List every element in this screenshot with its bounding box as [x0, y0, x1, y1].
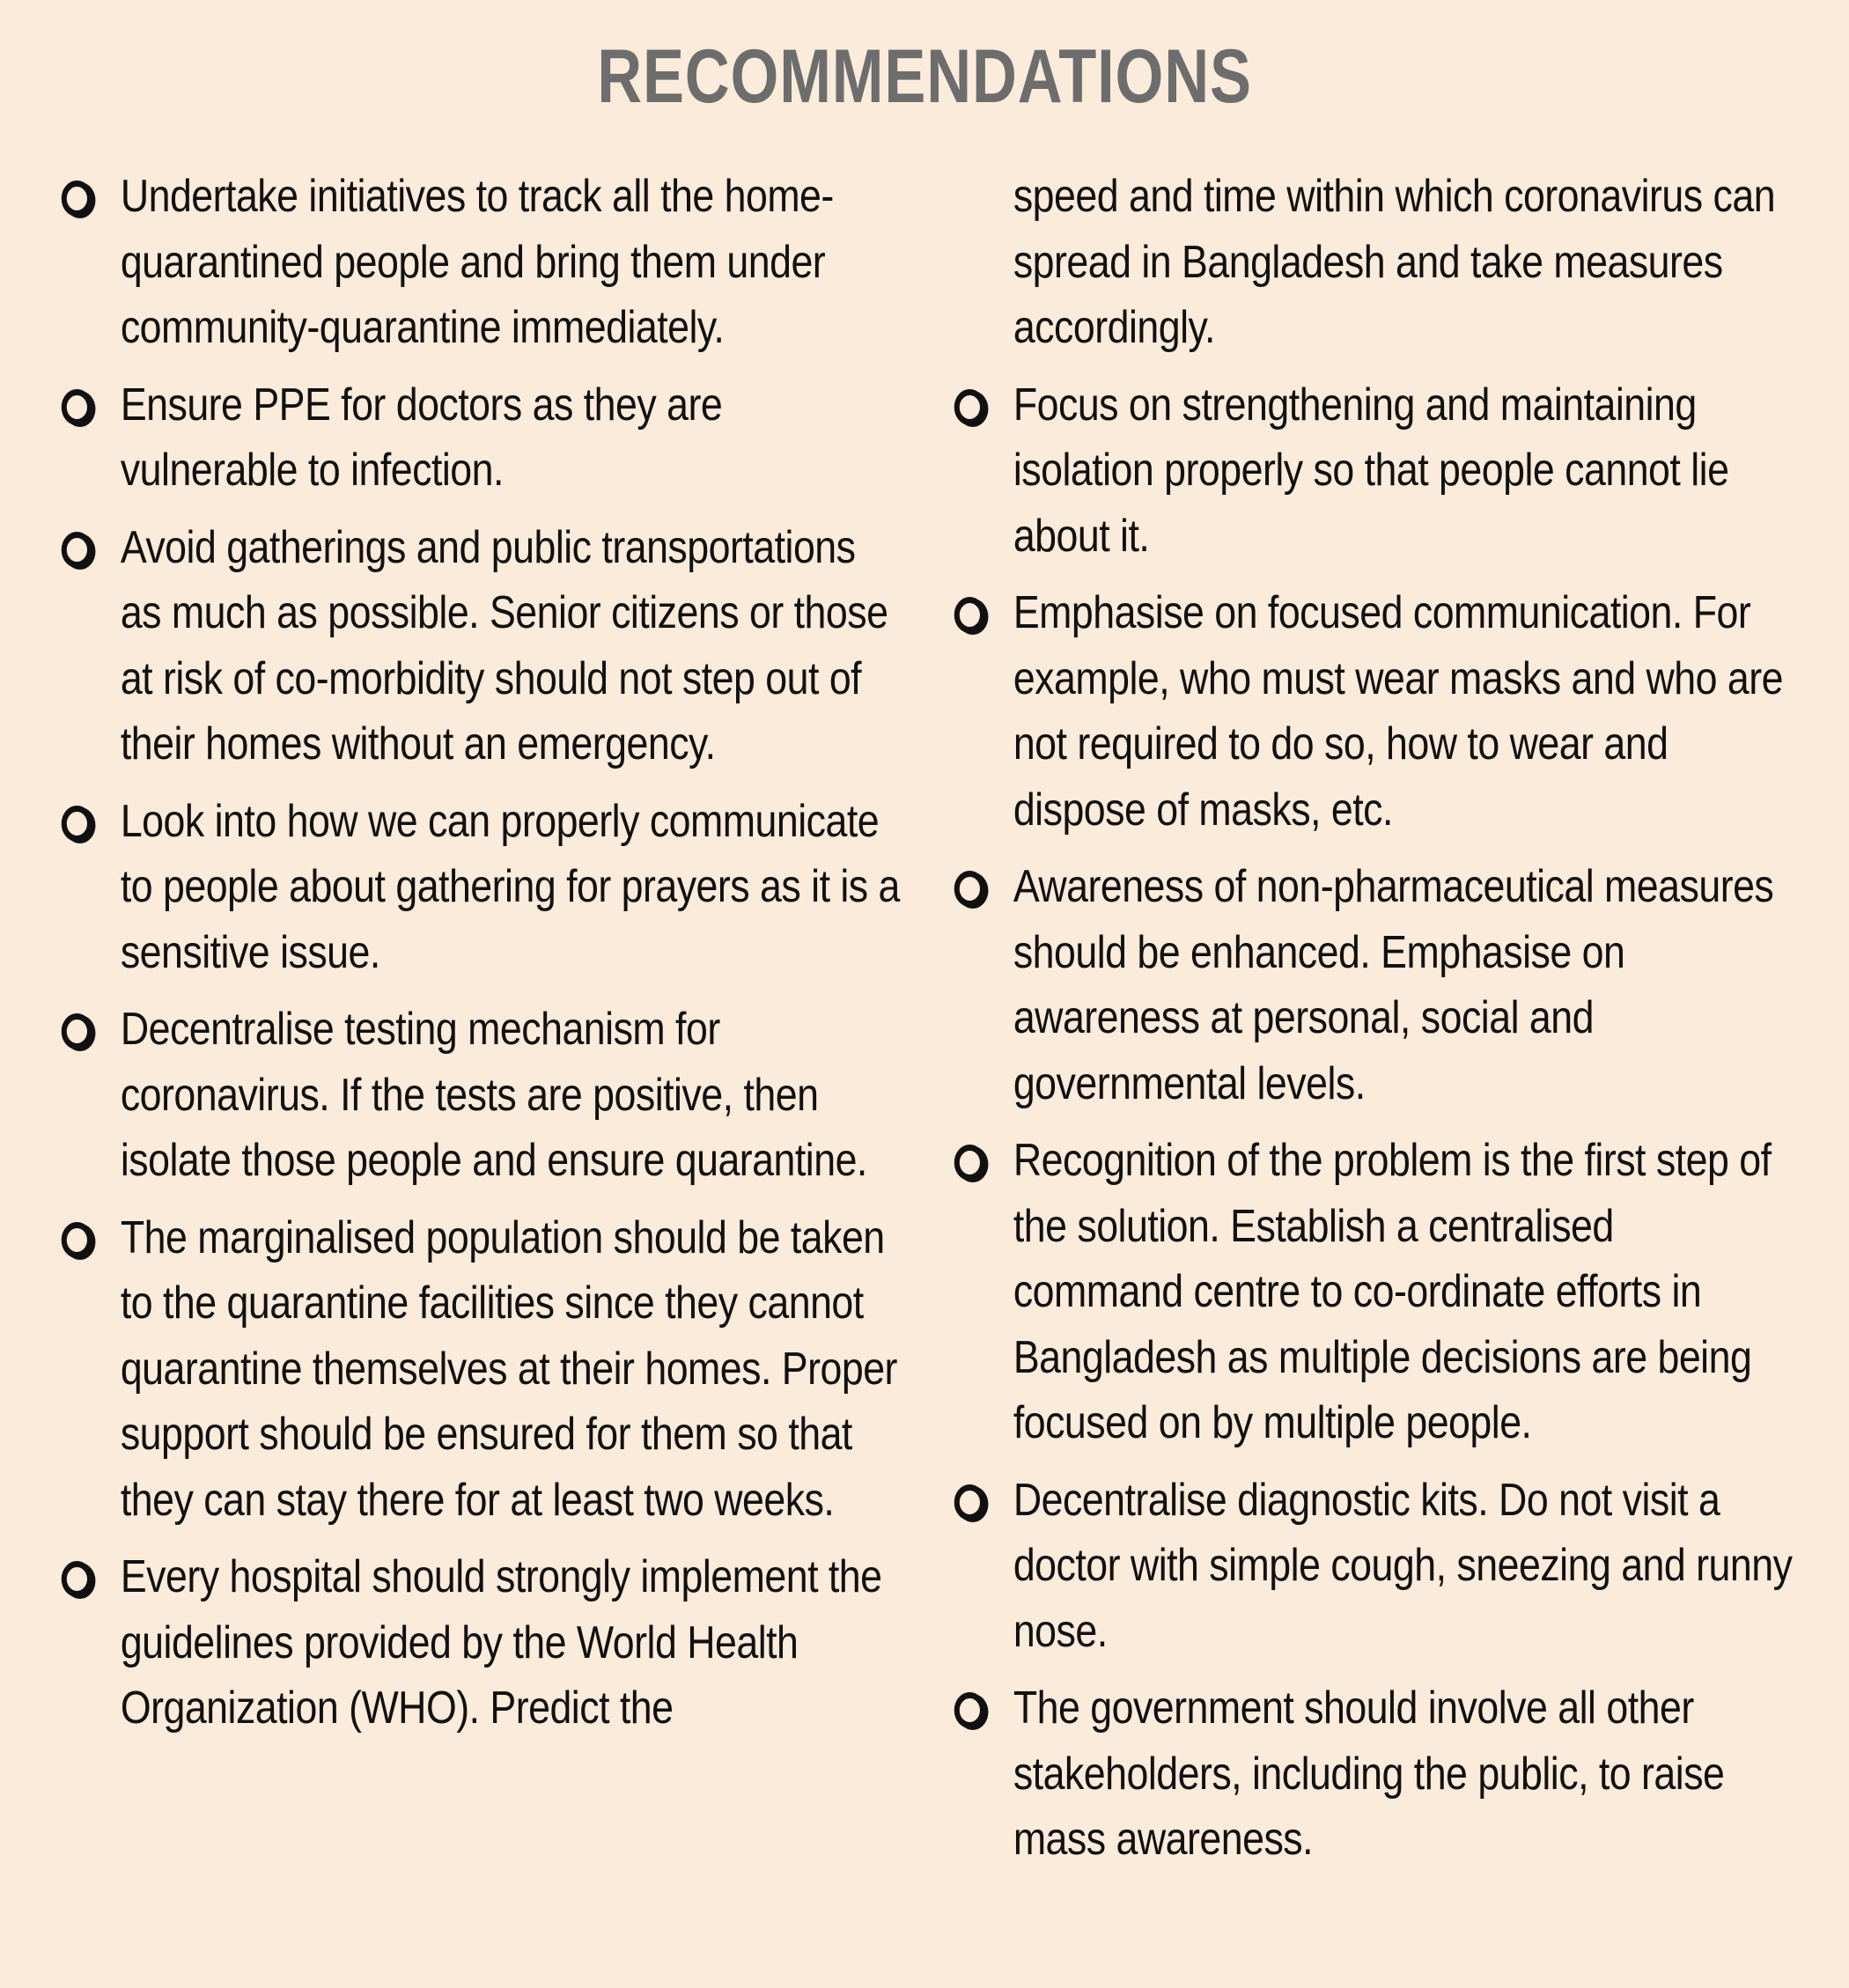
- bullet-icon: [954, 389, 985, 425]
- bullet-icon: [954, 1145, 985, 1181]
- list-item: [55, 789, 901, 986]
- bullet-icon: [954, 1484, 985, 1520]
- list-item-text: Decentralise testing mechanism for coronavirus. If the tests are positive, then isolate those people and ensure quarantine.: [120, 1004, 867, 1186]
- bullet-icon: [62, 180, 92, 217]
- list-item-text: Look into how we can properly communicate to people about gathering for prayers as it is a sensitive issue.: [120, 795, 900, 978]
- list-item: [55, 515, 901, 777]
- list-item-continuation: [947, 164, 1794, 361]
- list-item: [55, 1205, 901, 1534]
- list-item: [947, 1468, 1794, 1665]
- bullet-icon: [62, 1222, 92, 1258]
- list-item: [947, 1675, 1794, 1873]
- bullet-icon: [62, 1561, 92, 1597]
- list-item-text: Emphasise on focused communication. For example, who must wear masks and who are not required to do so, how to wear and dispose of masks, etc.: [1013, 587, 1783, 836]
- list-item-text: Avoid gatherings and public transportations as much as possible. Senior citizens or those at risk of co-morbidity should not step out of their homes without an emergency.: [120, 521, 888, 769]
- bullet-icon: [62, 1013, 92, 1049]
- bullet-icon: [62, 389, 92, 425]
- list-item: [55, 997, 901, 1194]
- bullet-icon: [954, 597, 985, 633]
- list-item-text: Recognition of the problem is the first step of the solution. Establish a centralised command centre to co-ordinate efforts in Bangladesh as multiple decisions are being focused on by multiple people.: [1013, 1135, 1772, 1448]
- list-item: [947, 580, 1794, 843]
- list-item-text: Every hospital should strongly implement the guidelines provided by the World Health Organization (WHO). Predict the: [120, 1551, 882, 1734]
- list-item-text: The marginalised population should be taken to the quarantine facilities since they cannot quarantine themselves at their homes. Proper support should be ensured for them so that they can stay there for at least two weeks.: [120, 1211, 897, 1526]
- recommendations-right-column: [947, 164, 1793, 1884]
- list-item-text: Undertake initiatives to track all the home-quarantined people and bring them under community-quarantine immediately.: [120, 171, 834, 353]
- list-item-text: Awareness of non-pharmaceutical measures should be enhanced. Emphasise on awareness at personal, social and governmental levels.: [1013, 861, 1774, 1109]
- list-item: [947, 854, 1794, 1116]
- list-item: [55, 372, 901, 504]
- bullet-icon: [954, 871, 985, 907]
- list-item-text: Decentralise diagnostic kits. Do not visit a doctor with simple cough, sneezing and runny nose.: [1013, 1474, 1793, 1657]
- page-title: RECOMMENDATIONS: [597, 34, 1252, 119]
- list-item-text: speed and time within which coronavirus can spread in Bangladesh and take measures accordingly.: [1013, 171, 1776, 353]
- list-item-text: Ensure PPE for doctors as they are vulnerable to infection.: [120, 379, 723, 496]
- list-item: [947, 1128, 1794, 1456]
- bullet-icon: [62, 532, 92, 568]
- list-item: [947, 372, 1794, 570]
- list-item-text: The government should involve all other stakeholders, including the public, to raise mass awareness.: [1013, 1682, 1725, 1865]
- bullet-icon: [62, 806, 92, 842]
- list-item: [55, 164, 901, 361]
- recommendations-left-column: [55, 164, 900, 1753]
- list-item: [55, 1544, 901, 1741]
- bullet-icon: [954, 1692, 985, 1728]
- list-item-text: Focus on strengthening and maintaining isolation properly so that people cannot lie about it.: [1013, 379, 1729, 562]
